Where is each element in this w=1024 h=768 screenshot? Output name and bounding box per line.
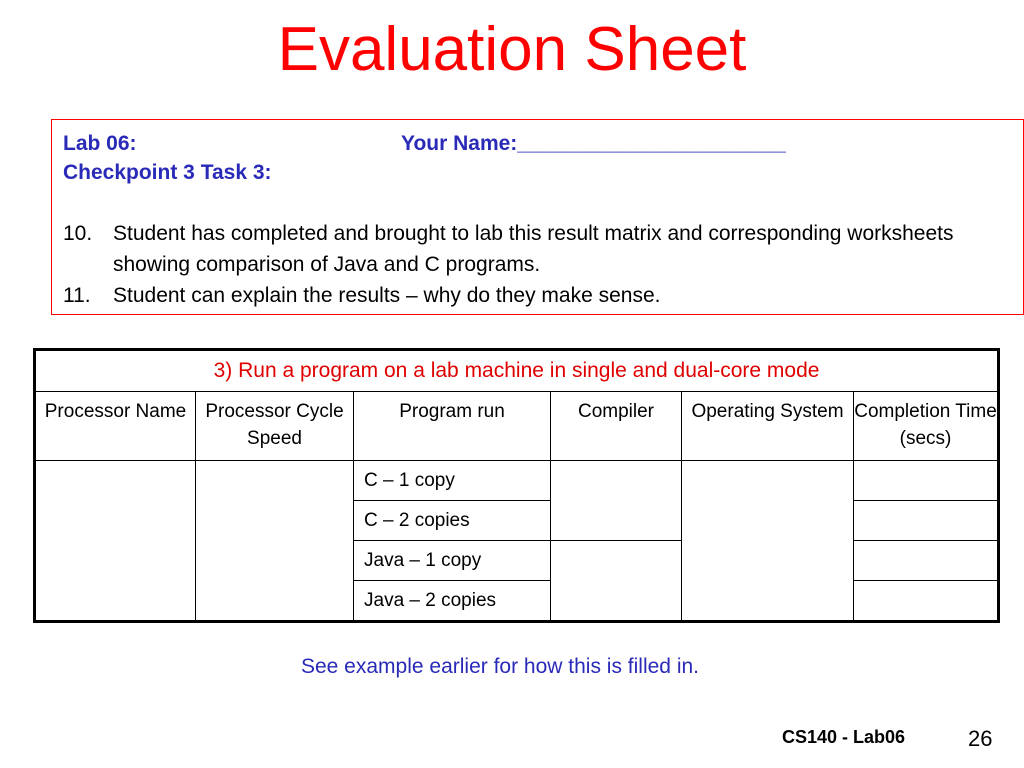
- criterion-number: 11.: [63, 284, 91, 307]
- criterion-item: [63, 280, 1018, 311]
- criterion-text: Student can explain the results – why do they make sense.: [113, 284, 661, 307]
- completion-time-cell[interactable]: [854, 501, 999, 541]
- header-program-run: Program run: [354, 392, 551, 461]
- table-row: [35, 461, 999, 501]
- matrix-title: 3) Run a program on a lab machine in single and dual-core mode: [35, 350, 999, 392]
- criterion-number: 10.: [63, 222, 93, 245]
- program-run-cell: Java – 2 copies: [354, 581, 551, 622]
- matrix-header-row: [35, 392, 999, 461]
- criterion-item: [63, 218, 1018, 280]
- compiler-java-cell[interactable]: [551, 541, 682, 622]
- compiler-c-cell[interactable]: [551, 461, 682, 541]
- processor-cycle-speed-cell[interactable]: [196, 461, 354, 622]
- result-matrix-table: [33, 348, 1000, 623]
- program-run-cell: C – 2 copies: [354, 501, 551, 541]
- evaluation-box: [51, 119, 1024, 315]
- operating-system-cell[interactable]: [682, 461, 854, 622]
- program-run-cell: Java – 1 copy: [354, 541, 551, 581]
- completion-time-cell[interactable]: [854, 581, 999, 622]
- program-run-cell: C – 1 copy: [354, 461, 551, 501]
- header-completion-time: Completion Time (secs): [854, 392, 999, 461]
- header-processor-cycle-speed: Processor Cycle Speed: [196, 392, 354, 461]
- criteria-list: [63, 218, 1018, 311]
- footer-course-label: CS140 - Lab06: [782, 727, 906, 747]
- example-note: See example earlier for how this is filled in.: [300, 655, 699, 678]
- lab-label: Lab 06:: [63, 132, 137, 155]
- criterion-text: Student has completed and brought to lab this result matrix and corresponding worksheets showing comparison of Java and C programs.: [113, 222, 954, 276]
- checkpoint-label: Checkpoint 3 Task 3:: [63, 161, 272, 184]
- matrix-title-row: [35, 350, 999, 392]
- header-operating-system: Operating System: [682, 392, 854, 461]
- completion-time-cell[interactable]: [854, 461, 999, 501]
- your-name-label: Your Name:_______________________: [401, 132, 786, 155]
- slide-title: Evaluation Sheet: [277, 15, 747, 84]
- page-number: 26: [968, 726, 993, 751]
- header-compiler: Compiler: [551, 392, 682, 461]
- processor-name-cell[interactable]: [35, 461, 196, 622]
- header-processor-name: Processor Name: [35, 392, 196, 461]
- completion-time-cell[interactable]: [854, 541, 999, 581]
